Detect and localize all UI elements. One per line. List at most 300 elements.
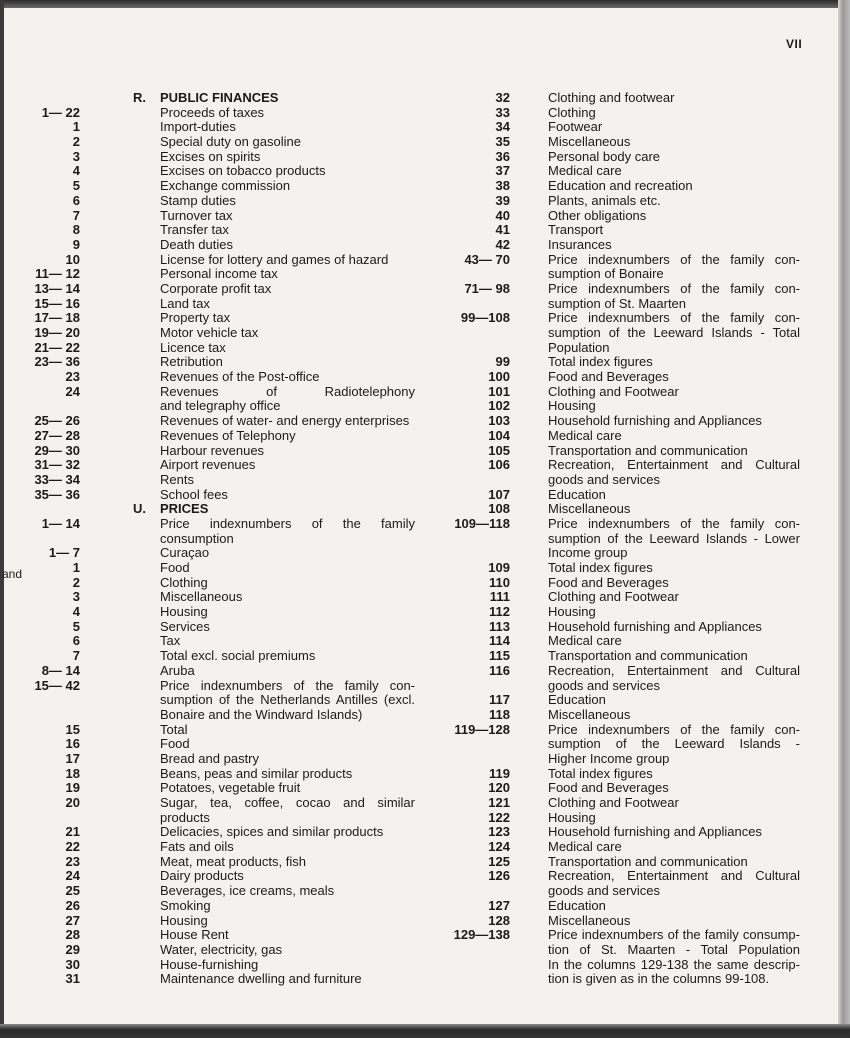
table-description: In the columns 129-138 the same descrip- [548, 956, 800, 972]
table-number: 39 [495, 192, 510, 208]
table-number: 28 [65, 927, 80, 943]
table-list-row [0, 590, 420, 605]
table-list-row [420, 341, 810, 356]
table-list-row [420, 899, 810, 914]
table-number: 104 [488, 427, 510, 443]
table-number: 21— 22 [34, 339, 80, 355]
table-description: Land tax [160, 295, 210, 311]
table-description: Rents [160, 471, 194, 487]
table-description: Personal income tax [160, 266, 278, 282]
table-number: 23 [65, 853, 80, 869]
table-description: goods and services [548, 883, 661, 899]
table-number: 103 [488, 413, 510, 429]
table-list-row [420, 708, 810, 723]
table-list-row [0, 634, 420, 649]
table-description: Household furnishing and Appliances [548, 824, 762, 840]
table-description: Revenues of Radiotelephony [160, 383, 415, 399]
table-number: 33 [495, 104, 510, 120]
table-list-row [0, 767, 420, 782]
table-number: 24 [65, 868, 80, 884]
table-description: Tax [160, 633, 181, 649]
table-list-row [420, 825, 810, 840]
table-list-row [0, 179, 420, 194]
table-number: 124 [488, 839, 510, 855]
table-number: 29— 30 [34, 442, 80, 458]
table-list-row [0, 385, 420, 400]
table-description: Delicacies, spices and similar products [160, 824, 384, 840]
table-list-row [0, 840, 420, 855]
table-description: Dairy products [160, 868, 244, 884]
table-number: 116 [489, 662, 510, 678]
table-list-row [420, 135, 810, 150]
table-description: House Rent [160, 927, 229, 943]
table-list-row [0, 135, 420, 150]
table-list-row [420, 532, 810, 547]
table-description: Footwear [548, 119, 603, 135]
table-list-row [420, 752, 810, 767]
table-list-row [0, 209, 420, 224]
table-number: 129—138 [453, 927, 510, 943]
scan-top-border [0, 0, 850, 8]
table-number: 107 [488, 486, 510, 502]
table-description: Clothing [160, 574, 208, 590]
table-description: Clothing and footwear [548, 90, 675, 105]
table-description: Miscellaneous [548, 501, 631, 517]
table-description: tion of St. Maarten - Total Population [548, 941, 800, 957]
table-description: Recreation, Entertainment and Cultural [548, 457, 800, 473]
table-list-row [420, 649, 810, 664]
table-description: Water, electricity, gas [160, 941, 283, 957]
table-number: 1 [72, 119, 80, 135]
table-number: 17— 18 [34, 310, 80, 326]
table-description: Population [548, 339, 610, 355]
table-number: 18 [65, 765, 80, 781]
table-list-row [0, 429, 420, 444]
table-number: 2 [72, 134, 80, 150]
table-number: 36 [495, 148, 510, 164]
table-description: Aruba [160, 662, 195, 678]
table-description: Education [548, 692, 606, 708]
table-list-row [420, 620, 810, 635]
table-number: 24 [65, 383, 80, 399]
table-list-row [420, 164, 810, 179]
table-description: Total [160, 721, 188, 737]
table-list-row [420, 120, 810, 135]
table-list-row [0, 399, 420, 414]
table-list-row [420, 209, 810, 224]
table-list-row [0, 679, 420, 694]
table-description: Food and Beverages [548, 369, 669, 385]
table-list-row [420, 223, 810, 238]
table-list-row [420, 326, 810, 341]
table-number: 6 [72, 192, 80, 208]
table-number: 111 [489, 589, 510, 605]
table-list-row [420, 311, 810, 326]
table-list-row [420, 855, 810, 870]
table-description: Housing [160, 604, 208, 620]
table-description: Transportation and communication [548, 853, 748, 869]
table-number: 123 [488, 824, 510, 840]
table-description: Fats and oils [160, 839, 234, 855]
table-description: Housing [160, 912, 208, 928]
table-number: 99 [495, 354, 510, 370]
table-number: 117 [489, 692, 510, 708]
table-description: Income group [548, 545, 628, 561]
table-list-row [0, 649, 420, 664]
table-number: 19— 20 [34, 325, 80, 340]
table-number: 4 [72, 604, 80, 620]
table-description: Import-duties [160, 119, 236, 135]
table-list-row [0, 194, 420, 209]
table-number: 7 [72, 648, 80, 664]
table-number: 35— 36 [34, 486, 80, 502]
table-description: Potatoes, vegetable fruit [160, 780, 301, 796]
table-number: 43— 70 [464, 251, 510, 267]
table-number: 15— 16 [34, 295, 80, 311]
table-description: Insurances [548, 236, 612, 252]
table-list-row [420, 488, 810, 503]
table-description: Total excl. social premiums [160, 648, 316, 664]
table-list-row [0, 253, 420, 268]
table-description: Revenues of water- and energy enterprises [160, 413, 410, 429]
table-list-row [0, 869, 420, 884]
table-list-row [0, 561, 420, 576]
table-number: 15— 42 [34, 677, 80, 693]
table-number: 33— 34 [34, 471, 80, 487]
table-number: 27 [65, 912, 80, 928]
table-description: sumption of the Leeward Islands - Total [548, 325, 800, 340]
table-list-row [420, 796, 810, 811]
table-description: Retribution [160, 354, 223, 370]
table-number: 1— 22 [41, 104, 80, 120]
table-list-row [0, 899, 420, 914]
table-number: 115 [489, 648, 510, 664]
table-description: sumption of the Netherlands Antilles (excl. [160, 692, 415, 708]
table-number: 4 [72, 163, 80, 179]
table-number: 41 [495, 222, 510, 238]
table-list-row [420, 576, 810, 591]
table-description: Special duty on gasoline [160, 134, 301, 150]
table-description: Corporate profit tax [160, 280, 272, 296]
table-description: Food and Beverages [548, 780, 669, 796]
table-list-row [420, 914, 810, 929]
table-description: Recreation, Entertainment and Cultural [548, 868, 800, 884]
table-list-row [420, 458, 810, 473]
table-list-row [0, 855, 420, 870]
table-list-row [420, 429, 810, 444]
table-list-row [420, 150, 810, 165]
table-number: 7 [72, 207, 80, 223]
table-list-row [0, 664, 420, 679]
table-description: Recreation, Entertainment and Cultural [548, 662, 800, 678]
table-description: Medical care [548, 839, 622, 855]
table-number: 23— 36 [34, 354, 80, 370]
table-list-row [420, 840, 810, 855]
table-description: Total index figures [548, 765, 653, 781]
section-letter: R. [133, 90, 146, 105]
table-list-row [0, 708, 420, 723]
table-list-row [420, 282, 810, 297]
table-list-row [0, 620, 420, 635]
table-number: 19 [65, 780, 80, 796]
table-number: 42 [495, 236, 510, 252]
section-heading [0, 91, 420, 106]
table-number: 13— 14 [34, 280, 80, 296]
table-number: 31— 32 [34, 457, 80, 473]
table-number: 32 [495, 90, 510, 105]
table-description: Bonaire and the Windward Islands) [160, 706, 363, 722]
table-description: Personal body care [548, 148, 661, 164]
section-title: PUBLIC FINANCES [160, 90, 279, 105]
table-description: tion is given as in the columns 99-108. [548, 971, 770, 987]
table-list-row [420, 664, 810, 679]
table-number: 15 [65, 721, 80, 737]
table-list-row [0, 884, 420, 899]
table-number: 38 [495, 178, 510, 194]
table-description: Harbour revenues [160, 442, 265, 458]
table-description: Death duties [160, 236, 233, 252]
table-list-row [420, 767, 810, 782]
table-description: Education [548, 486, 606, 502]
table-list-row [420, 399, 810, 414]
table-description: Housing [548, 604, 596, 620]
table-description: Miscellaneous [548, 912, 631, 928]
table-description: consumption [160, 530, 234, 546]
table-number: 125 [488, 853, 510, 869]
table-list-row [420, 958, 810, 973]
table-description: Education and recreation [548, 178, 693, 194]
table-description: Transportation and communication [548, 648, 748, 664]
table-list-row [0, 928, 420, 943]
table-list-row [420, 414, 810, 429]
table-list-row [0, 267, 420, 282]
table-list-row [0, 914, 420, 929]
table-number: 106 [488, 457, 510, 473]
table-description: Household furnishing and Appliances [548, 618, 762, 634]
table-number: 120 [488, 780, 510, 796]
table-list-row [0, 282, 420, 297]
table-description: Stamp duties [160, 192, 236, 208]
table-list-row [420, 561, 810, 576]
table-list-row [0, 943, 420, 958]
table-list-row [0, 693, 420, 708]
table-list-row [0, 737, 420, 752]
table-number: 114 [489, 633, 510, 649]
table-description: Exchange commission [160, 178, 291, 194]
table-description: Smoking [160, 897, 211, 913]
table-description: sumption of St. Maarten [548, 295, 687, 311]
table-list-row [420, 781, 810, 796]
table-list-row [420, 723, 810, 738]
table-number: 71— 98 [464, 280, 510, 296]
table-description: Food [160, 736, 190, 752]
table-list-row [0, 414, 420, 429]
table-description: Excises on tobacco products [160, 163, 326, 179]
table-number: 101 [488, 383, 510, 399]
table-list-row [420, 634, 810, 649]
table-list-row [0, 223, 420, 238]
table-list-row [0, 106, 420, 121]
table-number: 1— 14 [41, 515, 80, 531]
table-description: Proceeds of taxes [160, 104, 265, 120]
table-number: 102 [488, 398, 510, 414]
table-description: and telegraphy office [160, 398, 281, 414]
table-description: Price indexnumbers of the family con- [548, 515, 800, 531]
table-list-row [0, 150, 420, 165]
table-number: 8 [72, 222, 80, 238]
page-number: VII [786, 37, 803, 51]
table-description: goods and services [548, 677, 661, 693]
table-list-row [420, 928, 810, 943]
table-description: Total index figures [548, 560, 653, 575]
table-description: Revenues of the Post-office [160, 369, 320, 385]
table-description: Turnover tax [160, 207, 233, 223]
table-description: Total index figures [548, 354, 653, 370]
table-list-row [0, 238, 420, 253]
table-list-row [420, 253, 810, 268]
table-description: License for lottery and games of hazard [160, 251, 389, 267]
table-list-row [0, 752, 420, 767]
table-number: 10 [65, 251, 80, 267]
table-list-row [420, 106, 810, 121]
table-list-row [0, 532, 420, 547]
left-column-contents [0, 91, 420, 987]
table-list-row [420, 546, 810, 561]
table-list-row [0, 326, 420, 341]
table-description: House-furnishing [160, 956, 259, 972]
right-column-contents [420, 91, 810, 987]
table-list-row [0, 458, 420, 473]
table-list-row [420, 943, 810, 958]
table-description: Services [160, 618, 210, 634]
section-title: PRICES [160, 501, 209, 517]
table-description: Medical care [548, 633, 622, 649]
table-description: Housing [548, 809, 596, 825]
table-number: 31 [65, 971, 80, 987]
table-list-row [420, 267, 810, 282]
table-list-row [0, 958, 420, 973]
table-description: Miscellaneous [548, 706, 631, 722]
table-number: 22 [65, 839, 80, 855]
table-description: Price indexnumbers of the family consump- [548, 927, 800, 943]
table-number: 109—118 [454, 515, 510, 531]
table-list-row [420, 297, 810, 312]
table-number: 25— 26 [34, 413, 80, 429]
scan-bottom-border [0, 1024, 850, 1038]
section-heading [0, 502, 420, 517]
table-list-row [420, 679, 810, 694]
table-number: 40 [495, 207, 510, 223]
table-description: Clothing and Footwear [548, 589, 679, 605]
table-list-row [0, 546, 420, 561]
table-number: 5 [72, 618, 80, 634]
table-description: Transportation and communication [548, 442, 748, 458]
table-number: 6 [72, 633, 80, 649]
table-description: Transport [548, 222, 604, 238]
table-number: 23 [65, 369, 80, 385]
table-number: 118 [489, 706, 510, 722]
table-number: 26 [65, 897, 80, 913]
table-list-row [0, 120, 420, 135]
table-description: products [160, 809, 210, 825]
table-number: 37 [495, 163, 510, 179]
table-list-row [420, 590, 810, 605]
table-number: 127 [488, 897, 510, 913]
table-list-row [420, 179, 810, 194]
table-description: Curaçao [160, 545, 210, 561]
table-list-row [420, 737, 810, 752]
table-description: Transfer tax [160, 222, 229, 238]
table-list-row [420, 869, 810, 884]
table-description: goods and services [548, 471, 661, 487]
table-list-row [420, 370, 810, 385]
margin-text-fragment: and [2, 567, 23, 581]
table-number: 121 [488, 795, 510, 810]
table-list-row [420, 502, 810, 517]
table-number: 128 [488, 912, 510, 928]
table-number: 3 [72, 148, 80, 164]
table-list-row [0, 341, 420, 356]
table-list-row [420, 91, 810, 106]
table-number: 11— 12 [35, 266, 80, 282]
table-list-row [420, 385, 810, 400]
table-number: 3 [72, 589, 80, 605]
table-list-row [0, 781, 420, 796]
table-description: Meat, meat products, fish [160, 853, 306, 869]
table-number: 20 [65, 795, 80, 810]
table-description: Housing [548, 398, 596, 414]
table-number: 27— 28 [34, 427, 80, 443]
table-number: 122 [488, 809, 510, 825]
table-number: 99—108 [460, 310, 510, 326]
table-number: 100 [488, 369, 510, 385]
table-number: 119—128 [454, 721, 510, 737]
table-list-row [420, 194, 810, 209]
table-description: Airport revenues [160, 457, 256, 473]
table-number: 34 [495, 119, 510, 135]
table-list-row [0, 972, 420, 987]
table-list-row [0, 723, 420, 738]
table-list-row [0, 355, 420, 370]
page-edge-shadow [838, 0, 850, 1038]
table-list-row [0, 444, 420, 459]
table-list-row [0, 297, 420, 312]
table-number: 5 [72, 178, 80, 194]
table-list-row [0, 605, 420, 620]
table-list-row [420, 972, 810, 987]
table-description: Licence tax [160, 339, 226, 355]
table-list-row [420, 238, 810, 253]
table-list-row [420, 693, 810, 708]
table-description: Clothing [548, 104, 596, 120]
table-description: School fees [160, 486, 228, 502]
table-number: 35 [495, 134, 510, 150]
table-description: Medical care [548, 427, 622, 443]
table-description: Revenues of Telephony [160, 427, 296, 443]
table-list-row [420, 473, 810, 488]
section-letter: U. [133, 501, 146, 517]
table-description: Bread and pastry [160, 750, 260, 766]
table-list-row [0, 488, 420, 503]
table-number: 16 [65, 736, 80, 752]
table-list-row [420, 884, 810, 899]
table-number: 1— 7 [48, 545, 80, 561]
table-list-row [420, 517, 810, 532]
table-description: Price indexnumbers of the family con- [548, 721, 800, 737]
table-number: 109 [488, 560, 510, 575]
table-number: 105 [488, 442, 510, 458]
table-description: Miscellaneous [548, 134, 631, 150]
